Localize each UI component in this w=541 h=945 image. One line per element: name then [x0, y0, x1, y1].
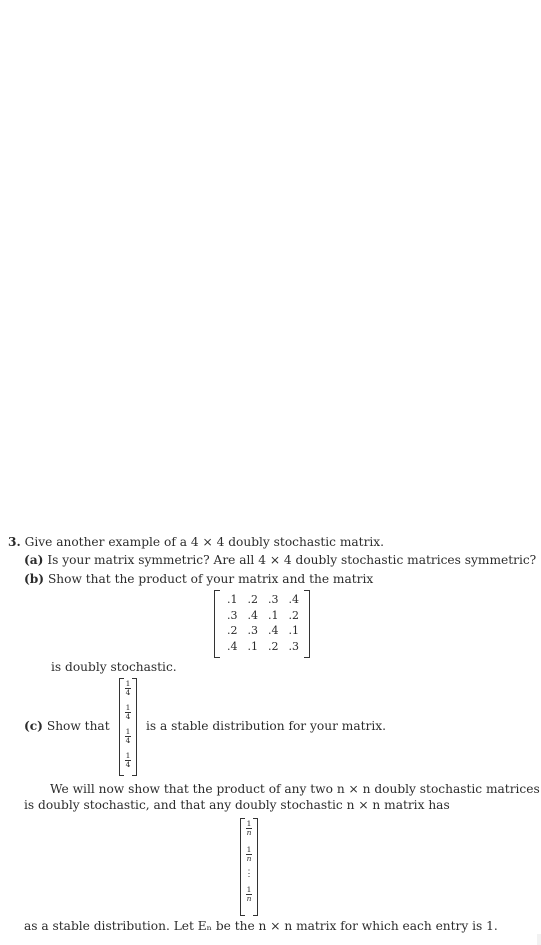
matrix-cell: .2 — [288, 608, 299, 622]
problem-intro: Give another example of a 4 × 4 doubly stochastic matrix. — [24, 535, 385, 549]
quarter-vector — [119, 678, 137, 774]
matrix-cell: .4 — [247, 608, 258, 622]
vector-right-bracket — [132, 678, 137, 776]
part-c-show: Show that — [46, 719, 110, 733]
vector-entry: $\frac{1}{4}$ — [125, 751, 131, 769]
part-c-label: (c) — [24, 719, 43, 733]
vector-right-bracket — [253, 818, 258, 916]
matrix-cell: .3 — [227, 608, 238, 622]
matrix-cell: .1 — [247, 639, 258, 653]
part-a-label: (a) — [24, 553, 44, 567]
part-b-text: Show that the product of your matrix and the matrix — [47, 572, 374, 586]
problem-intro-line — [8, 535, 384, 549]
vector-entry: $\frac{1}{n}$ — [246, 819, 252, 837]
uniform-n-vector — [240, 818, 258, 914]
discussion-line-1: We will now show that the product of any two n × n doubly stochastic matrices — [50, 782, 540, 796]
part-a — [24, 553, 536, 567]
discussion-closing: as a stable distribution. Let Eₙ be the n × n matrix for which each entry is 1. — [24, 919, 498, 933]
stochastic-matrix — [214, 590, 310, 656]
vector-entry: $\frac{1}{n}$ — [246, 885, 252, 903]
vector-entry: $\frac{1}{4}$ — [125, 703, 131, 721]
matrix-cell: .2 — [247, 593, 258, 606]
part-b-label: (b) — [24, 572, 45, 586]
matrix-cell: .1 — [227, 593, 238, 606]
vector-entry: $\frac{1}{n}$ — [246, 845, 252, 863]
matrix-cell: .1 — [288, 624, 299, 637]
matrix-cell: .3 — [247, 624, 258, 637]
matrix-cell: .3 — [288, 639, 299, 653]
part-c — [24, 719, 110, 733]
problem-number: 3. — [8, 535, 21, 549]
matrix-cell: .4 — [288, 593, 299, 606]
matrix-right-bracket — [304, 590, 310, 658]
page-corner-mark — [537, 934, 541, 945]
matrix-cell: .3 — [268, 593, 279, 606]
matrix-grid — [222, 592, 304, 654]
matrix-cell: .2 — [268, 639, 279, 653]
part-b-followup: is doubly stochastic. — [51, 660, 177, 674]
discussion-line-2: is doubly stochastic, and that any doubly stochastic n × n matrix has — [24, 798, 450, 812]
part-a-text: Is your matrix symmetric? Are all 4 × 4 doubly stochastic matrices symmetric? — [47, 553, 537, 567]
matrix-left-bracket — [214, 590, 220, 658]
vector-entry: $\frac{1}{4}$ — [125, 727, 131, 745]
vector-entry: $\frac{1}{4}$ — [125, 679, 131, 697]
vertical-dots: ⋮ — [244, 869, 254, 879]
matrix-cell: .4 — [227, 639, 238, 653]
matrix-cell: .2 — [227, 624, 238, 637]
matrix-cell: .4 — [268, 624, 279, 637]
part-c-rest: is a stable distribution for your matrix. — [146, 719, 386, 733]
matrix-cell: .1 — [268, 608, 279, 622]
part-b — [24, 572, 373, 586]
